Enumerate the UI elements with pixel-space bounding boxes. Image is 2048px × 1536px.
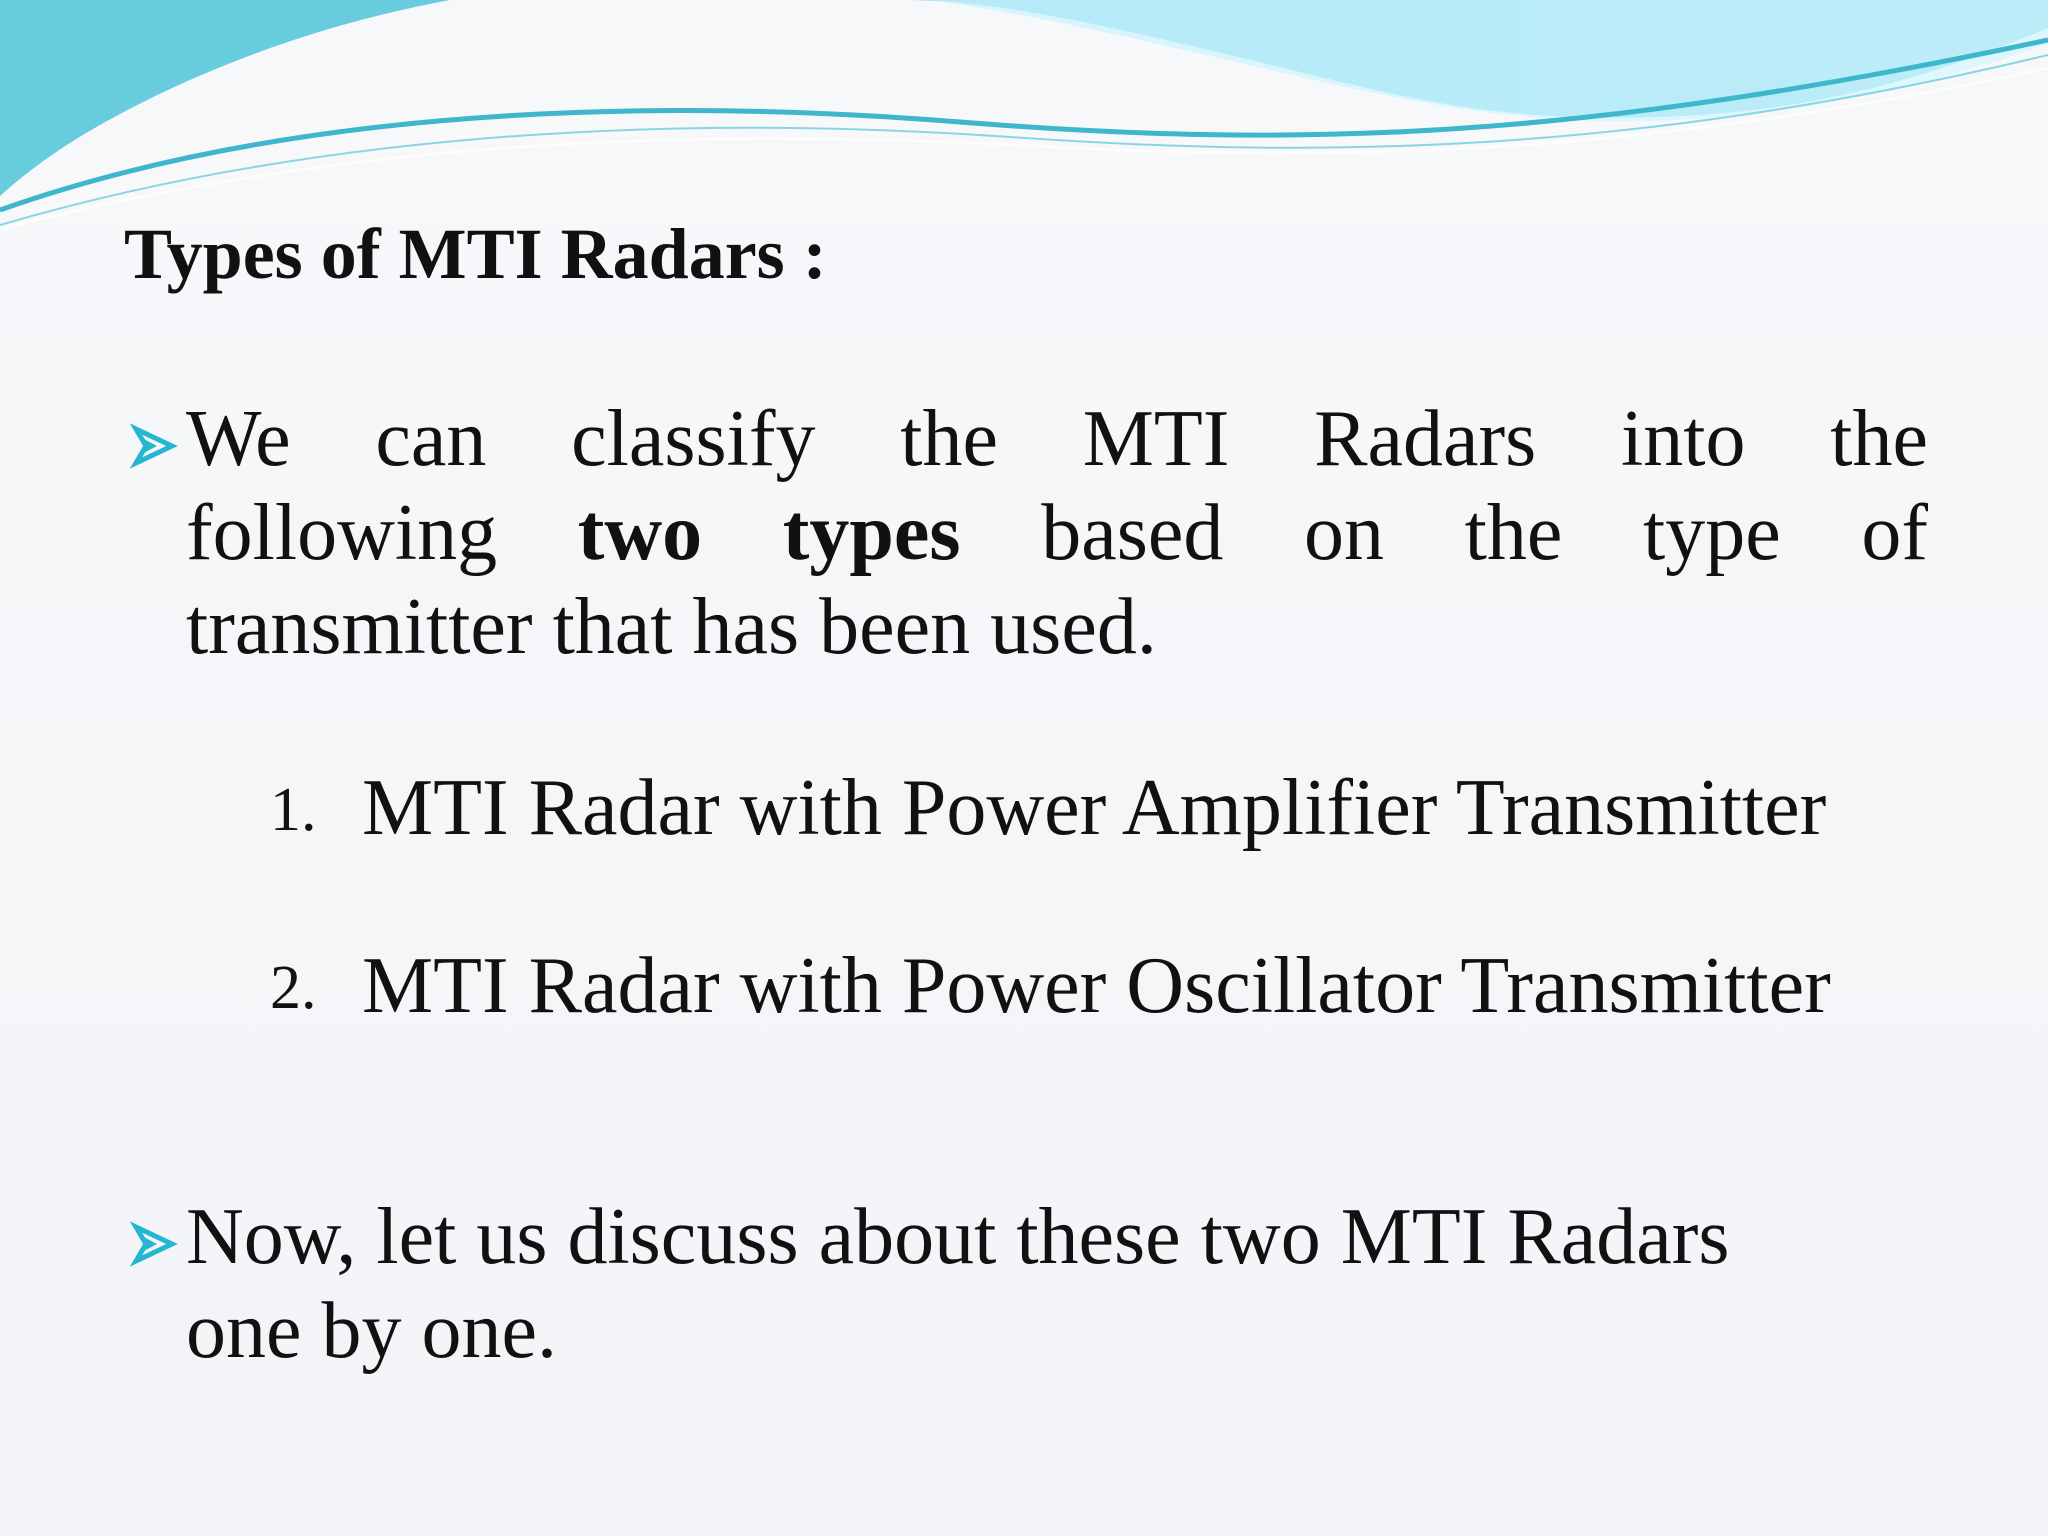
slide-title: Types of MTI Radars : [124, 214, 827, 294]
list-item-text: MTI Radar with Power Oscillator Transmitter [362, 942, 1831, 1030]
bullet-line [186, 1284, 1928, 1378]
arrow-bullet-icon [130, 422, 178, 470]
bullet-text-segment: transmitter that has been used. [186, 583, 1157, 671]
arrow-bullet-icon [130, 1220, 178, 1268]
bullet-line [186, 392, 1928, 486]
bullet-discussion [130, 1190, 1928, 1378]
list-item-power-amplifier [270, 764, 1827, 852]
list-item-text: MTI Radar with Power Amplifier Transmitter [362, 764, 1827, 852]
bullet-text [186, 1190, 1928, 1378]
list-number: 1. [270, 776, 317, 844]
list-number: 2. [270, 954, 317, 1022]
bullet-text [186, 392, 1928, 674]
bullet-classification [130, 392, 1928, 674]
bullet-text-segment: one by one. [186, 1287, 558, 1375]
bullet-text-segment: based on the type of [960, 489, 1929, 577]
bullet-text-segment: Now, let us discuss about these two MTI Radars [186, 1193, 1730, 1281]
list-item-power-oscillator [270, 942, 1831, 1030]
bullet-text-segment: We can classify the MTI Radars into the [186, 395, 1928, 483]
bullet-line [186, 1190, 1928, 1284]
bullet-line [186, 580, 1928, 674]
decorative-wave-header [0, 0, 2048, 240]
bullet-text-segment: following [186, 489, 578, 577]
bold-text: two types [577, 489, 961, 577]
bullet-line [186, 486, 1928, 580]
